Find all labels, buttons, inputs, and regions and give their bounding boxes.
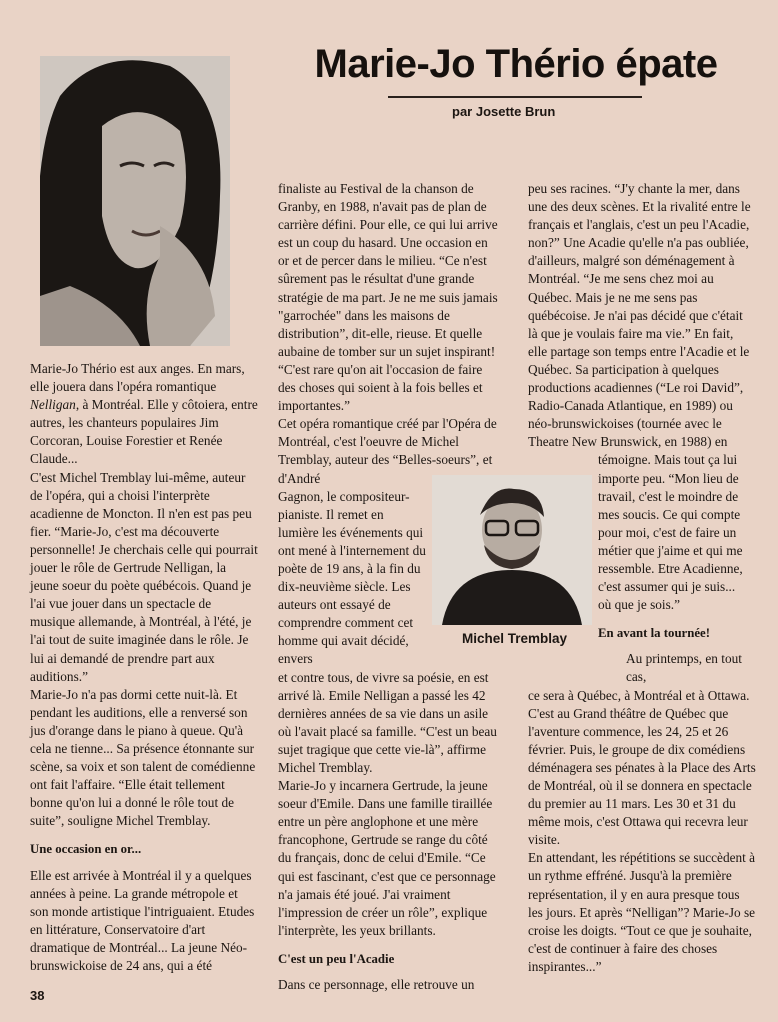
- photo-marie-jo-therio: [40, 56, 230, 346]
- paragraph: Au printemps, en tout cas,: [626, 651, 742, 685]
- paragraph: ce sera à Québec, à Montréal et à Ottawa. C'est au Grand théâtre de Québec que l'aventure commence, les 24, 25 et 26 février. Puis, le groupe de dix comédiens déménagera ses pénates à la Place des Arts de Montréal, où il se donnera en spectacle du premier au 11 mars. Les 30 et 31 du même mois, c'est Ottawa qui recevra leur visite.: [528, 687, 756, 848]
- opera-title: Nelligan: [30, 397, 76, 413]
- page-number: 38: [30, 988, 45, 1003]
- paragraph: Gagnon, le compositeur-pianiste. Il remet en lumière les événements qui ont mené à l'internement du poète de 19 ans, à la fin du dix-neuvième siècle. Les auteurs ont essayé de comprendre comment cet homme qui avait décidé, envers: [278, 488, 426, 667]
- subheading: C'est un peu l'Acadie: [278, 951, 395, 966]
- paragraph: finaliste au Festival de la chanson de Granby, en 1988, n'avait pas de plan de carrière défini. Pour elle, ce qui lui arrive est un coup du hasard. Une occasion en or et de percer dans le milieu. “Ce n'est sûrement pas le résultat d'une grande stratégie de ma part. Je ne me suis jamais "garrochée" dans les maisons de distribution”, dit-elle, rieuse. Et quelle aubaine de tomber sur un sujet inspirant! “C'est rare qu'on ait l'occasion de faire des choses qui soient à la fois belles et importantes.”: [278, 181, 498, 414]
- paragraph: Cet opéra romantique créé par l'Opéra de Montréal, c'est l'oeuvre de Michel Tremblay, auteur des “Belles-soeurs”, et d'André: [278, 416, 497, 486]
- text-run: Marie-Jo Thério est aux anges. En mars, elle jouera dans l'opéra romantique: [30, 361, 245, 395]
- article-byline: par Josette Brun: [452, 104, 556, 119]
- paragraph: Dans ce personnage, elle retrouve un: [278, 977, 475, 993]
- paragraph: Marie-Jo y incarnera Gertrude, la jeune soeur d'Emile. Dans une famille tiraillée entre un père anglophone et une mère francophone, Gertrude se range du côté du français, donc de celui d'Emile. “Ce qui est fascinant, c'est que ce personnage n'a jamais été joué. J'ai vraiment l'impression de créer un rôle”, explique l'interprète, les yeux brillants.: [278, 778, 496, 938]
- subheading: Une occasion en or...: [30, 842, 142, 857]
- title-divider: [388, 96, 642, 98]
- portrait-woman-image: [40, 56, 230, 346]
- photo-caption: Michel Tremblay: [462, 631, 568, 646]
- paragraph: et contre tous, de vivre sa poésie, en est arrivé là. Emile Nelligan a passé les 42 dernières années de sa vie dans un asile où l'avait placé sa famille. “C'est un beau sujet tragique que cette vie-là”, affirme Michel Tremblay.: [278, 669, 497, 775]
- subheading: En avant la tournée!: [598, 626, 710, 641]
- paragraph: Elle est arrivée à Montréal il y a quelques années à peine. La grande métropole et son monde artistique l'intriguaient. Etudes en littérature, Conservatoire d'art dramatique de Montréal... La jeune Néo-brunswickoise de 24 ans, qui a été: [30, 867, 255, 973]
- paragraph: En attendant, les répétitions se succèdent à un rythme effréné. Jusqu'à la première représentation, il y en aura presque tous les jours. Et après “Nelligan”? Marie-Jo se croise les doigts. “Tout ce que je souhaite, c'est de continuer à faire des choses inspirantes...”: [528, 850, 756, 974]
- column-1: [30, 360, 258, 975]
- paragraph: C'est Michel Tremblay lui-même, auteur de l'opéra, qui a choisi l'interprète acadienne de Moncton. Il n'en est pas peu fier. “Marie-Jo, c'est ma découverte personnelle! Je cherchais celle qui pourrait jouer le rôle de Gertrude Nelligan, la jeune soeur du poète québécois. Quand je l'ai vue jouer dans un spectacle de musique allemande, à Montréal, à l'été, je l'ai tout de suite imaginée dans le rôle. Je lui ai demandé de prendre part aux auditions.”: [30, 469, 258, 684]
- text-run: , à Montréal. Elle y côtoiera, entre autres, les chanteurs populaires Jim Corcoran, Louise Forestier et Renée Claude...: [30, 397, 258, 467]
- column-3: [528, 180, 756, 976]
- paragraph: Marie-Jo n'a pas dormi cette nuit-là. Et pendant les auditions, elle a renversé son jus d'orange dans le piano à queue. Qu'à cela ne tienne... Sa présence étonnante sur scène, sa voix et son talent de comédienne ont fait l'affaire. “Elle était tellement bonne qu'on lui a donné le rôle tout de suite”, souligne Michel Tremblay.: [30, 686, 256, 829]
- paragraph: peu ses racines. “J'y chante la mer, dans une des deux scènes. Et la rivalité entre le français et l'anglais, c'est un peu l'Acadie, non?” Une Acadie qu'elle n'a pas oubliée, d'ailleurs, malgré son déménagement à Montréal. “Je me sens chez moi au Québec. Mais je ne me sens pas québécoise. Je n'ai pas décidé que c'était là que je voulais faire ma vie.” En fait, elle partage son temps entre l'Acadie et le Québec. Sa participation à quelques productions acadiennes (“Le roi David”, Radio-Canada Atlantique, en 1989) ou néo-brunswickoises (tournée avec le Theatre New Brunswick, en 1988) en: [528, 181, 751, 450]
- paragraph: témoigne. Mais tout ça lui importe peu. “Mon lieu de travail, c'est le moindre de mes soucis. Ce qui compte pour moi, c'est de faire un métier que j'aime et qui me ressemble. Etre Acadienne, c'est assumer qui je suis... où que je sois.”: [598, 452, 743, 613]
- article-title: Marie-Jo Thério épate: [314, 42, 718, 86]
- paragraph: [30, 360, 258, 469]
